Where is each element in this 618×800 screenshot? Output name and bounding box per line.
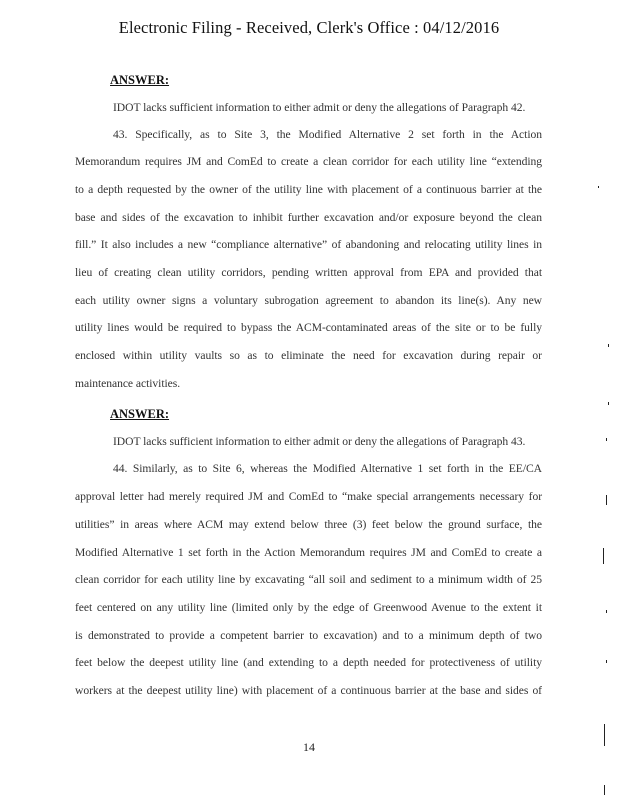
scan-artifact — [604, 724, 605, 746]
paragraph-line: utility lines would be required to bypass the ACM-contaminated areas of the site or to be fully — [75, 321, 542, 334]
paragraph-line: Memorandum requires JM and ComEd to create a clean corridor for each utility line “extending — [75, 155, 542, 168]
paragraph-line: fill.” It also includes a new “compliance alternative” of abandoning and relocating utility lines in — [75, 238, 542, 251]
paragraph-line: to a depth requested by the owner of the utility line with placement of a continuous barrier at the — [75, 183, 542, 196]
paragraph-line: clean corridor for each utility line by excavating “all soil and sediment to a minimum width of 25 — [75, 573, 542, 586]
paragraph-line: 44. Similarly, as to Site 6, whereas the Modified Alternative 1 set forth in the EE/CA — [113, 462, 542, 475]
paragraph-line: enclosed within utility vaults so as to eliminate the need for excavation during repair or — [75, 349, 542, 362]
scan-artifact — [606, 610, 607, 613]
scan-artifact — [608, 402, 609, 405]
answer-heading: ANSWER: — [110, 407, 170, 421]
scan-artifact — [604, 785, 605, 795]
paragraph-line: base and sides of the excavation to inhibit further excavation and/or exposure beyond the clean — [75, 211, 542, 224]
answer-text: IDOT lacks sufficient information to either admit or deny the allegations of Paragraph 43. — [113, 435, 526, 448]
scan-artifact — [608, 344, 609, 347]
scan-artifact — [606, 660, 607, 663]
scan-artifact — [603, 548, 604, 564]
paragraph-line: Modified Alternative 1 set forth in the Action Memorandum requires JM and ComEd to create a — [75, 546, 542, 559]
scan-artifact — [606, 495, 607, 505]
paragraph-line: maintenance activities. — [75, 377, 181, 390]
paragraph-line: lieu of creating clean utility corridors, pending written approval from EPA and provided that — [75, 266, 542, 279]
answer-text: IDOT lacks sufficient information to either admit or deny the allegations of Paragraph 42. — [113, 101, 526, 114]
paragraph-line: 43. Specifically, as to Site 3, the Modified Alternative 2 set forth in the Action — [113, 128, 542, 141]
paragraph-line: feet centered on any utility line (limited only by the edge of Greenwood Avenue to the extent it — [75, 601, 542, 614]
paragraph-line: feet below the deepest utility line (and extending to a depth needed for protectiveness of utility — [75, 656, 542, 669]
answer-heading: ANSWER: — [110, 73, 170, 87]
scan-artifact — [598, 186, 599, 188]
paragraph-line: utilities” in areas where ACM may extend below three (3) feet below the ground surface, the — [75, 518, 542, 531]
paragraph-line: is demonstrated to provide a competent barrier to excavation) and to a minimum depth of two — [75, 629, 542, 642]
scan-artifact — [606, 438, 607, 441]
paragraph-line: each utility owner signs a voluntary subrogation agreement to abandon its line(s). Any new — [75, 294, 542, 307]
paragraph-line: workers at the deepest utility line) with placement of a continuous barrier at the base and sides of — [75, 684, 542, 697]
page-number: 14 — [303, 740, 315, 754]
paragraph-line: approval letter had merely required JM and ComEd to “make special arrangements necessary for — [75, 490, 542, 503]
filing-stamp-header: Electronic Filing - Received, Clerk's Office : 04/12/2016 — [118, 18, 500, 37]
